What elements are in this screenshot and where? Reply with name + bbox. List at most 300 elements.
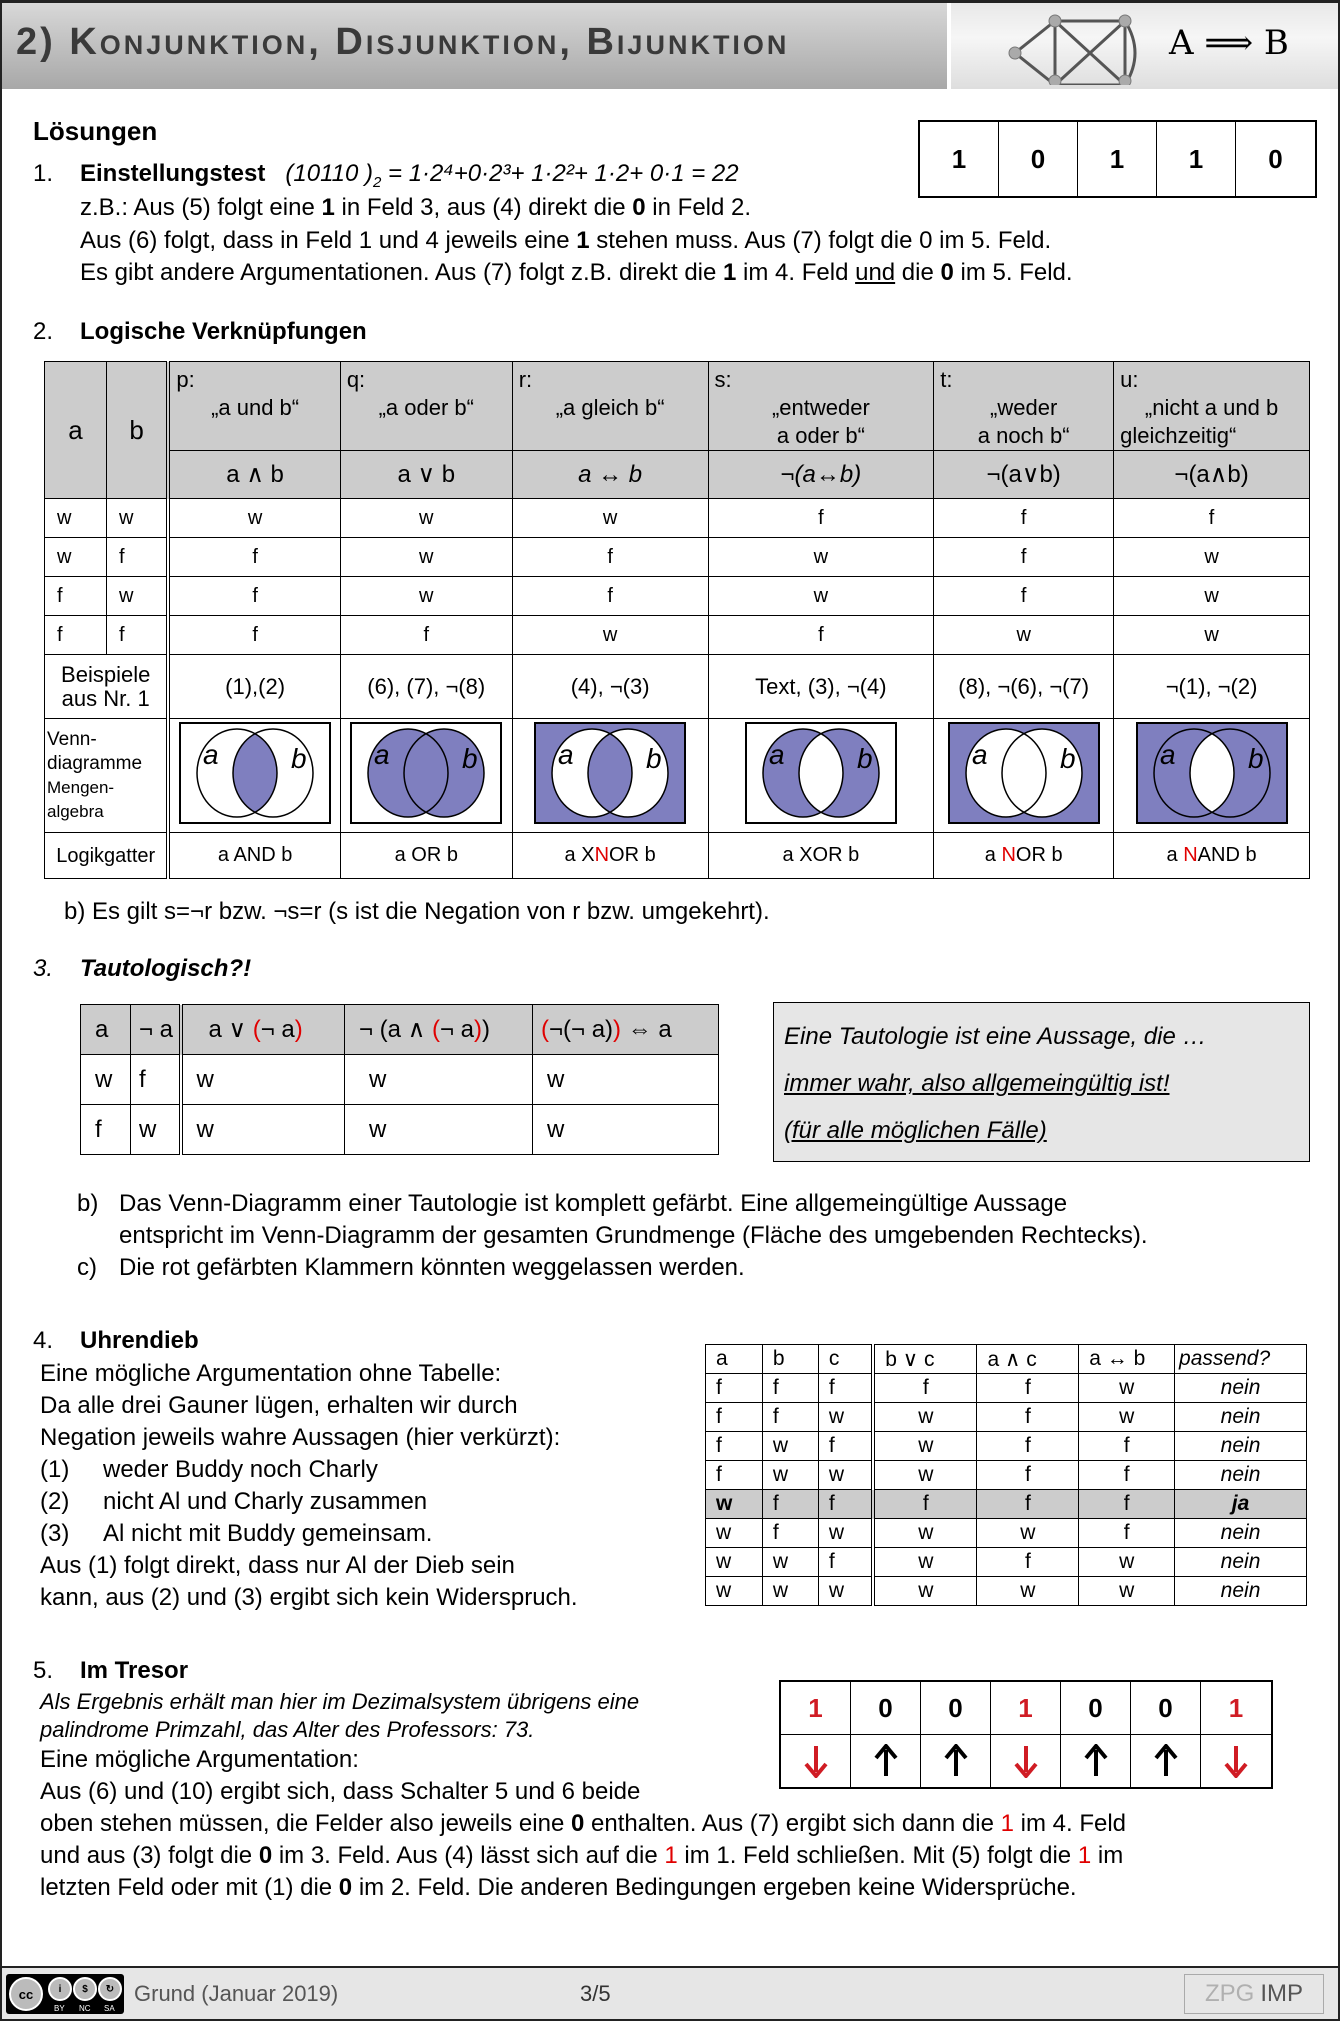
table-row [706,1432,1307,1461]
col-header-p [168,362,340,451]
cell: w [708,577,934,616]
text-underlined: und [855,259,896,286]
s2-part-b: b) Es gilt s=¬r bzw. ¬s=r (s ist die Negation von r bzw. umgekehrt). [64,898,770,925]
column-header: a ↔ b [1079,1345,1175,1374]
cell: f [934,538,1114,577]
gate-text: OR b [609,844,656,866]
uhrendieb-table [705,1344,1307,1606]
text: die [895,259,941,286]
badge-imp: IMP [1260,1980,1303,2007]
s4-line-3: Negation jeweils wahre Aussagen (hier verkürzt): [40,1424,561,1451]
cell: w [762,1432,818,1461]
text-bold: 1 [321,194,335,221]
header-logo-area [947,3,1338,89]
text: aus Nr. 1 [61,685,150,711]
fits-cell: nein [1175,1432,1307,1461]
red-bracket: ( [431,1016,440,1043]
col-header-b: b [106,362,168,499]
cell: f [934,499,1114,538]
s5-note-1: Als Ergebnis erhält man hier im Dezimalsystem übrigens eine [40,1689,640,1714]
cell: f [45,577,107,616]
fits-cell: nein [1175,1374,1307,1403]
arrow-up-icon [1084,1744,1108,1778]
col-name: „entweder [771,395,870,420]
text: ¬(¬ a) [549,1015,614,1043]
gate-text: a [394,844,412,866]
cell: f [977,1490,1079,1519]
cell: f [762,1374,818,1403]
cell: f [131,1055,181,1105]
text: Es gibt andere Argumentationen. Aus (7) folgt z.B. direkt die [80,259,724,286]
switch-cell [851,1735,921,1787]
text: Aus (6) folgt, dass in Feld 1 und 4 jeweils eine [80,227,577,254]
cell: w [762,1548,818,1577]
cell: f [818,1374,873,1403]
cell: w [1114,616,1310,655]
column-header: b ∨ c [873,1345,977,1374]
text: im 4. Feld [1013,1810,1126,1837]
s4-conclusion-2: kann, aus (2) und (3) ergibt sich kein Widerspruch. [40,1584,578,1611]
text-bold: 0 [632,194,646,221]
s1-formula-rest: = 1·2⁴+0·2³+ 1·2²+ 1·2+ 0·1 = 22 [381,160,739,187]
text-bold: 0 [338,1874,353,1901]
table-row [45,499,1310,538]
cell: w [818,1461,873,1490]
arrow-up-icon [874,1744,898,1778]
cell: f [873,1374,977,1403]
cell: f [818,1432,873,1461]
cell: f [708,616,934,655]
gate-text: a [217,844,234,866]
table-row [45,616,1310,655]
cc-license-badge [6,1974,124,2014]
red-bracket: ( [252,1016,261,1043]
tautology-table [80,1004,719,1155]
table-row [706,1461,1307,1490]
s4-item-text: Al nicht mit Buddy gemeinsam. [103,1520,433,1547]
cell: f [706,1403,763,1432]
header [2,3,1338,89]
s3-c-line: Die rot gefärbten Klammern könnten weggelassen werden. [119,1254,745,1281]
tresor-bit-cell: 1 [991,1682,1061,1734]
cell: w [45,538,107,577]
bit-cell: 0 [1268,143,1283,174]
text: enthalten. Aus (7) ergibt sich dann die [584,1810,1001,1837]
s5-title: Im Tresor [80,1657,189,1684]
text: in Feld 3, aus (4) direkt die [334,194,633,221]
text-red: 1 [1000,1810,1014,1837]
cell: w [340,538,512,577]
cell: w [873,1461,977,1490]
venn-diagram-and [179,722,331,824]
symbol-s: ¬(a↔b) [708,451,934,499]
tautology-definition-box [773,1002,1310,1162]
cell: f [1079,1461,1175,1490]
col-name: „a oder b“ [378,395,474,420]
text-bold: 0 [570,1810,585,1837]
tresor-bit-cell: 1 [1228,1692,1244,1723]
text: im [1091,1842,1124,1869]
col-letter: p: [176,367,195,392]
s4-line-1: Eine mögliche Argumentation ohne Tabelle: [40,1360,502,1387]
gate-text: XOR b [799,844,860,866]
taut-header-or [181,1005,345,1055]
cell: w [1114,577,1310,616]
table-row [706,1577,1307,1606]
cell: f [168,616,340,655]
col-name: „nicht a und b [1144,395,1279,420]
header-title-area [2,3,947,89]
col-header-a: a [45,362,107,499]
table-row [45,577,1310,616]
col-letter: t: [940,367,953,392]
gate-text: AND b [233,844,293,866]
text: Venn- [47,728,97,750]
text: oben stehen müssen, die Felder also jeweils eine [40,1810,571,1837]
switch-cell [991,1735,1061,1787]
cell: f [934,577,1114,616]
tresor-switch-row [781,1734,1271,1787]
cell: w [706,1548,763,1577]
text-red: 1 [664,1842,678,1869]
taut-header-a: a [81,1005,131,1055]
switch-cell [1201,1735,1271,1787]
s3-title: Tautologisch?! [80,955,252,982]
arrow-down-icon [1014,1744,1038,1778]
col-letter: r: [518,367,533,392]
graph-logo-icon [1003,9,1143,85]
s5-line-3 [40,1840,1123,1872]
cell: w [818,1577,873,1606]
s2-number: 2. [33,318,54,345]
cell: f [762,1403,818,1432]
cell: f [1114,499,1310,538]
venn-diagram-or [350,722,502,824]
cell: w [81,1055,131,1105]
gate-cell [1114,833,1310,879]
cell: w [706,1577,763,1606]
badge-zpg: ZPG [1204,1980,1255,2007]
cell: w [873,1577,977,1606]
gate-text: a [984,844,1002,866]
text: im 4. Feld [736,259,856,286]
symbol-p: a ∧ b [168,451,340,499]
cell: w [533,1105,719,1155]
cell: w [818,1403,873,1432]
s1-line-2 [80,192,751,224]
cell: f [706,1374,763,1403]
s5-note-2: palindrome Primzahl, das Alter des Professors: 73. [40,1717,535,1742]
venn-cell [340,719,512,833]
s4-number: 4. [33,1327,54,1354]
cell: w [1114,538,1310,577]
tresor-bit-cell: 0 [1061,1682,1131,1734]
col-letter: u: [1120,367,1139,392]
text: a ∨ [208,1016,253,1043]
cell: w [168,499,340,538]
tresor-bit-cell: 0 [921,1682,991,1734]
text: algebra [47,801,104,821]
example-cell: (6), (7), ¬(8) [340,655,512,719]
venn-label [45,719,169,833]
tresor-bit-cell: 1 [781,1682,851,1734]
gate-negation-letter: N [1183,844,1198,866]
cell: w [345,1055,533,1105]
text: diagramme [47,752,143,774]
cell: w [340,499,512,538]
cell: f [45,616,107,655]
cell: w [873,1519,977,1548]
footer [2,1966,1338,2019]
cc-sa-icon: ↻ [98,1977,122,2001]
table-row [706,1490,1307,1519]
s5-intro: Eine mögliche Argumentation: [40,1746,359,1773]
gate-cell [512,833,708,879]
cell: w [1079,1403,1175,1432]
cell: w [873,1403,977,1432]
venn-label-a: a [768,738,785,770]
column-header: a [706,1345,763,1374]
definition-line-2: immer wahr, also allgemeingültig ist! [784,1070,1170,1097]
example-cell: (8), ¬(6), ¬(7) [934,655,1114,719]
text-bold: 0 [258,1842,273,1869]
s4-item-num: (3) [40,1520,70,1547]
switch-cell [781,1735,851,1787]
cell: f [706,1432,763,1461]
symbol-t: ¬(a∨b) [934,451,1114,499]
s3-b-line-1: Das Venn-Diagramm einer Tautologie ist komplett gefärbt. Eine allgemeingültige Aussage [119,1190,1068,1217]
example-cell: (4), ¬(3) [512,655,708,719]
venn-cell [1114,719,1310,833]
gate-cell [340,833,512,879]
text-bold: 1 [723,259,737,286]
tresor-bit-cell: 0 [1131,1682,1201,1734]
col-header-r [512,362,708,451]
gate-text: AND b [1197,844,1257,866]
s4-line-2: Da alle drei Gauner lügen, erhalten wir durch [40,1392,518,1419]
text-red: 1 [1077,1842,1092,1869]
col-name: „weder [990,395,1058,420]
s3-b-label: b) [77,1190,99,1217]
s1-line-4 [80,257,1073,289]
col-letter: s: [714,367,732,392]
gate-text: a [1166,844,1184,866]
symbol-u: ¬(a∧b) [1114,451,1310,499]
red-bracket: ) [473,1016,482,1043]
text: ) [481,1016,490,1043]
cell: w [762,1577,818,1606]
fits-cell: nein [1175,1461,1307,1490]
text: Mengen- [47,777,115,797]
s1-formula-pre: (10110 ) [285,160,373,187]
cc-sa-label: SA [104,2004,115,2013]
s1-bit-box [918,120,1317,198]
cell: f [708,499,934,538]
cell: w [1079,1548,1175,1577]
gate-negation-letter: N [1001,844,1016,866]
tresor-bit-cell: 0 [851,1682,921,1734]
gate-negation-letter: N [594,844,610,866]
cell: f [706,1461,763,1490]
s4-conclusion-1: Aus (1) folgt direkt, dass nur Al der Dieb sein [40,1552,515,1579]
s3-number: 3. [33,955,54,982]
table-row [81,1105,719,1155]
text: ¬ (a ∧ [359,1016,432,1043]
venn-cell [168,719,340,833]
cell: w [512,616,708,655]
text-bold: 1 [576,227,590,254]
cell: w [977,1577,1079,1606]
cell: w [106,577,168,616]
tresor-bit-row [781,1682,1271,1734]
gates-label: Logikgatter [45,833,169,879]
table-header-row [706,1345,1307,1374]
gate-text: OR b [1015,844,1063,866]
cell: w [934,616,1114,655]
bit-cell: 1 [1157,122,1236,196]
col-letter: q: [346,367,366,392]
text: in Feld 2. [645,194,752,221]
taut-header-not-a: ¬ a [131,1005,181,1055]
table-row [706,1548,1307,1577]
table-row [81,1055,719,1105]
cell: f [977,1374,1079,1403]
table-row [706,1519,1307,1548]
venn-cell [934,719,1114,833]
switch-cell [1061,1735,1131,1787]
venn-cell [512,719,708,833]
col-name: a oder b“ [776,423,865,448]
s3-c-label: c) [77,1254,97,1281]
s3-b-line-2: entspricht im Venn-Diagramm der gesamten Grundmenge (Fläche des umgebenden Rechtecks). [119,1222,1148,1249]
switch-cell [921,1735,991,1787]
venn-label-b: b [646,742,662,774]
zpg-imp-badge [1184,1974,1324,2014]
venn-label-b: b [291,742,307,774]
cell: f [977,1461,1079,1490]
s1-formula-sub: 2 [373,173,382,191]
cell: w [345,1105,533,1155]
cell: w [106,499,168,538]
venn-label-a: a [203,738,219,770]
cell: w [45,499,107,538]
venn-label-a: a [1159,738,1176,770]
column-header: a ∧ c [977,1345,1079,1374]
cell: f [106,538,168,577]
venn-diagram-xor [745,722,897,824]
table-row [706,1374,1307,1403]
page-title: 2) Konjunktion, Disjunktion, Bijunktion [16,21,790,63]
cell: w [512,499,708,538]
cell: f [818,1490,873,1519]
cell: f [106,616,168,655]
cell: w [818,1519,873,1548]
cell: f [977,1403,1079,1432]
venn-diagram-nand [1136,722,1288,824]
s1-title: Einstellungstest [80,160,266,187]
venn-label-b: b [856,742,873,774]
red-bracket: ( [541,1015,549,1043]
cell: f [762,1490,818,1519]
fits-cell: ja [1175,1490,1307,1519]
text: stehen muss. Aus (7) folgt die 0 im 5. Feld. [589,227,1052,254]
col-name: gleichzeitig“ [1120,423,1237,448]
cell: w [706,1490,763,1519]
cell: f [818,1548,873,1577]
s4-item-text: weder Buddy noch Charly [103,1456,378,1483]
cell: f [873,1490,977,1519]
text: im 5. Feld. [953,259,1073,286]
col-name: a noch b“ [977,423,1070,448]
col-header-t [934,362,1114,451]
venn-label-b: b [1247,742,1264,774]
cell: w [762,1461,818,1490]
definition-line-1: Eine Tautologie ist eine Aussage, die … [784,1023,1207,1050]
cc-nc-label: NC [79,2004,91,2013]
symbol-q: a ∨ b [340,451,512,499]
text: z.B.: Aus (5) folgt eine [80,194,322,221]
venn-diagram-nor [948,722,1100,824]
cell: f [168,577,340,616]
cell: f [762,1519,818,1548]
example-cell: (1),(2) [168,655,340,719]
footer-author: Grund (Januar 2019) [134,1981,339,2006]
cell: f [512,538,708,577]
venn-cell [708,719,934,833]
cell: f [1079,1490,1175,1519]
logic-table [44,361,1310,879]
venn-label-a: a [558,738,574,770]
text: im 2. Feld. Die anderen Bedingungen ergeben keine Widersprüche. [352,1874,1077,1901]
cc-nc-icon: $ [73,1977,97,2001]
cc-by-label: BY [54,2004,65,2013]
cell: w [873,1548,977,1577]
cell: f [81,1105,131,1155]
cell: f [1079,1432,1175,1461]
gate-cell [168,833,340,879]
red-bracket: ) [613,1015,622,1043]
text-bold: 0 [940,259,954,286]
col-header-s [708,362,934,451]
red-bracket: ) [294,1016,303,1043]
cell: w [1079,1374,1175,1403]
tresor-switch-box [779,1680,1273,1789]
gate-text: a [782,844,800,866]
cell: w [1079,1577,1175,1606]
cell: f [1079,1519,1175,1548]
cell: w [131,1105,181,1155]
cell: w [873,1432,977,1461]
s1-line-3 [80,225,1051,257]
s4-item-num: (1) [40,1456,70,1483]
cc-by-icon: i [48,1977,72,2001]
text: im 1. Feld schließen. Mit (5) folgt die [677,1842,1078,1869]
s4-item-num: (2) [40,1488,70,1515]
implication-formula: A ⟹ B [1169,23,1289,63]
venn-label-a: a [971,738,988,770]
fits-cell: nein [1175,1577,1307,1606]
bit-cell: 0 [999,122,1078,196]
solutions-heading: Lösungen [33,116,158,146]
cell: w [977,1519,1079,1548]
gate-text: OR b [411,844,458,866]
cell: w [340,577,512,616]
gate-cell [934,833,1114,879]
text: letzten Feld oder mit (1) die [40,1874,339,1901]
cell: w [708,538,934,577]
text: ¬ a [439,1016,474,1043]
col-header-u [1114,362,1310,451]
